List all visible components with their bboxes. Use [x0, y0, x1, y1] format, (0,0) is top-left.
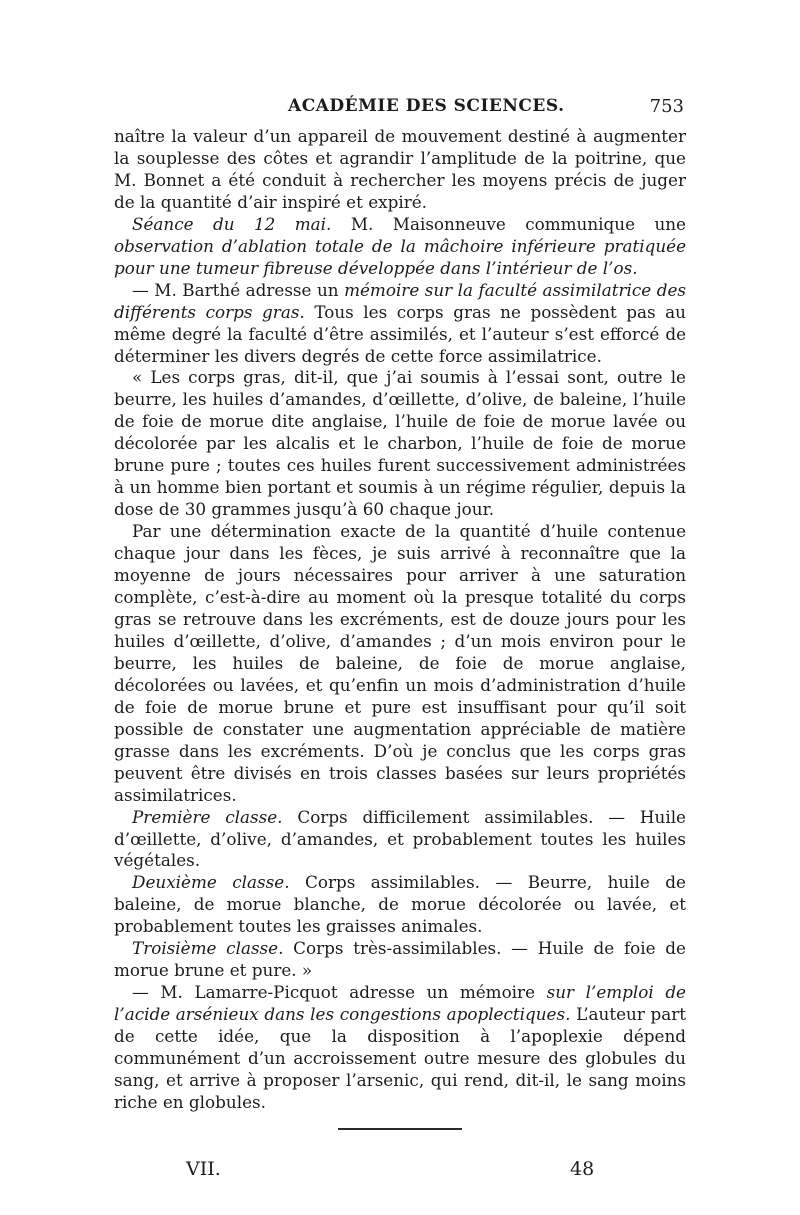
page-footer	[0, 1158, 800, 1188]
paragraph-lamarre	[114, 982, 686, 1114]
paragraph-text: Corps difficilement assimilables. — Huile d’œillette, d’olive, d’amandes, et probablement toutes les huiles végétales.	[114, 806, 686, 871]
section-divider	[338, 1128, 462, 1130]
session-date: Séance du 12 mai.	[132, 213, 332, 234]
running-title: ACADÉMIE DES SCIENCES.	[288, 96, 565, 116]
paragraph-text: — M. Lamarre-Picquot adresse un mémoire	[132, 982, 547, 1003]
paragraph-text: « Les corps gras, dit-il, que j’ai soumis à l’essai sont, outre le beurre, les huiles d’amandes, d’œillette, d’olive, de baleine, l’huile de foie de morue dite anglaise, l’huile de foie de morue lavée ou décolorée par les alcalis et le charbon, l’huile de foie de morue brune pure ; toutes ces huiles furent successivement administrées à un homme bien portant et soumis à un régime régulier, depuis la dose de 30 grammes jusqu’à 60 chaque jour.	[114, 367, 686, 520]
paragraph-determination	[114, 521, 686, 806]
paragraph-quote-intro	[114, 367, 686, 521]
paragraph-seance	[114, 214, 686, 280]
paragraph-italic-title: observation d’ablation totale de la mâchoire inférieure pratiquée pour une tumeur fibreuse développée dans l’intérieur de l’os.	[114, 235, 686, 278]
paragraph-text: — M. Barthé adresse un	[132, 279, 345, 300]
paragraph-first-class	[114, 807, 686, 873]
sheet-number: 48	[570, 1158, 595, 1180]
page-header	[118, 96, 684, 122]
paragraph-text: naître la valeur d’un appareil de mouvement destiné à augmenter la souplesse des côtes et agrandir l’amplitude de la poitrine, que M. Bonnet a été conduit à rechercher les moyens précis de juger de la quantité d’air inspiré et expiré.	[114, 126, 686, 212]
paragraph-continuation	[114, 126, 686, 214]
signature-mark: VII.	[186, 1158, 221, 1180]
paragraph-second-class	[114, 872, 686, 938]
paragraph-tail: Tous les corps gras ne possèdent pas au même degré la faculté d’être assimilés, et l’auteur s’est efforcé de déterminer les divers degrés de cette force assimilatrice.	[114, 301, 686, 366]
body-text	[114, 126, 686, 1114]
paragraph-text: M. Maisonneuve communique une	[331, 213, 686, 234]
class-label: Deuxième classe.	[132, 872, 290, 893]
paragraph-third-class	[114, 938, 686, 982]
paragraph-text: Corps assimilables. — Beurre, huile de baleine, de morue blanche, de morue décolorée ou lavée, et probablement toutes les graisses animales.	[114, 872, 686, 937]
class-label: Première classe.	[132, 806, 283, 827]
paragraph-tail: L’auteur part de cette idée, que la disposition à l’apoplexie dépend communément d’un accroissement outre mesure des globules du sang, et arrive à proposer l’arsenic, qui rend, dit-il, le sang moins riche en globules.	[114, 1004, 687, 1112]
paragraph-italic-title: mémoire sur la faculté assimilatrice des différents corps gras.	[114, 279, 686, 322]
paragraph-barthe	[114, 280, 686, 368]
paragraph-text: Par une détermination exacte de la quantité d’huile contenue chaque jour dans les fèces, je suis arrivé à reconnaître que la moyenne de jours nécessaires pour arriver à une saturation complète, c’est-à-dire au moment où la presque totalité du corps gras se retrouve dans les excréments, est de douze jours pour les huiles d’œillette, d’olive, d’amandes ; d’un mois environ pour le beurre, les huiles de baleine, de foie de morue anglaise, décolorées ou lavées, et qu’enfin un mois d’administration d’huile de foie de morue brune et pure est insuffisant pour qu’il soit possible de constater une augmentation appréciable de matière grasse dans les excréments. D’où je conclus que les corps gras peuvent être divisés en trois classes basées sur leurs propriétés assimilatrices.	[114, 521, 686, 805]
paragraph-italic-title: sur l’emploi de l’acide arsénieux dans les congestions apoplectiques.	[114, 982, 686, 1025]
paragraph-text: Corps très-assimilables. — Huile de foie de morue brune et pure. »	[114, 938, 686, 981]
page-number: 753	[649, 96, 684, 117]
class-label: Troisième classe.	[132, 938, 284, 959]
